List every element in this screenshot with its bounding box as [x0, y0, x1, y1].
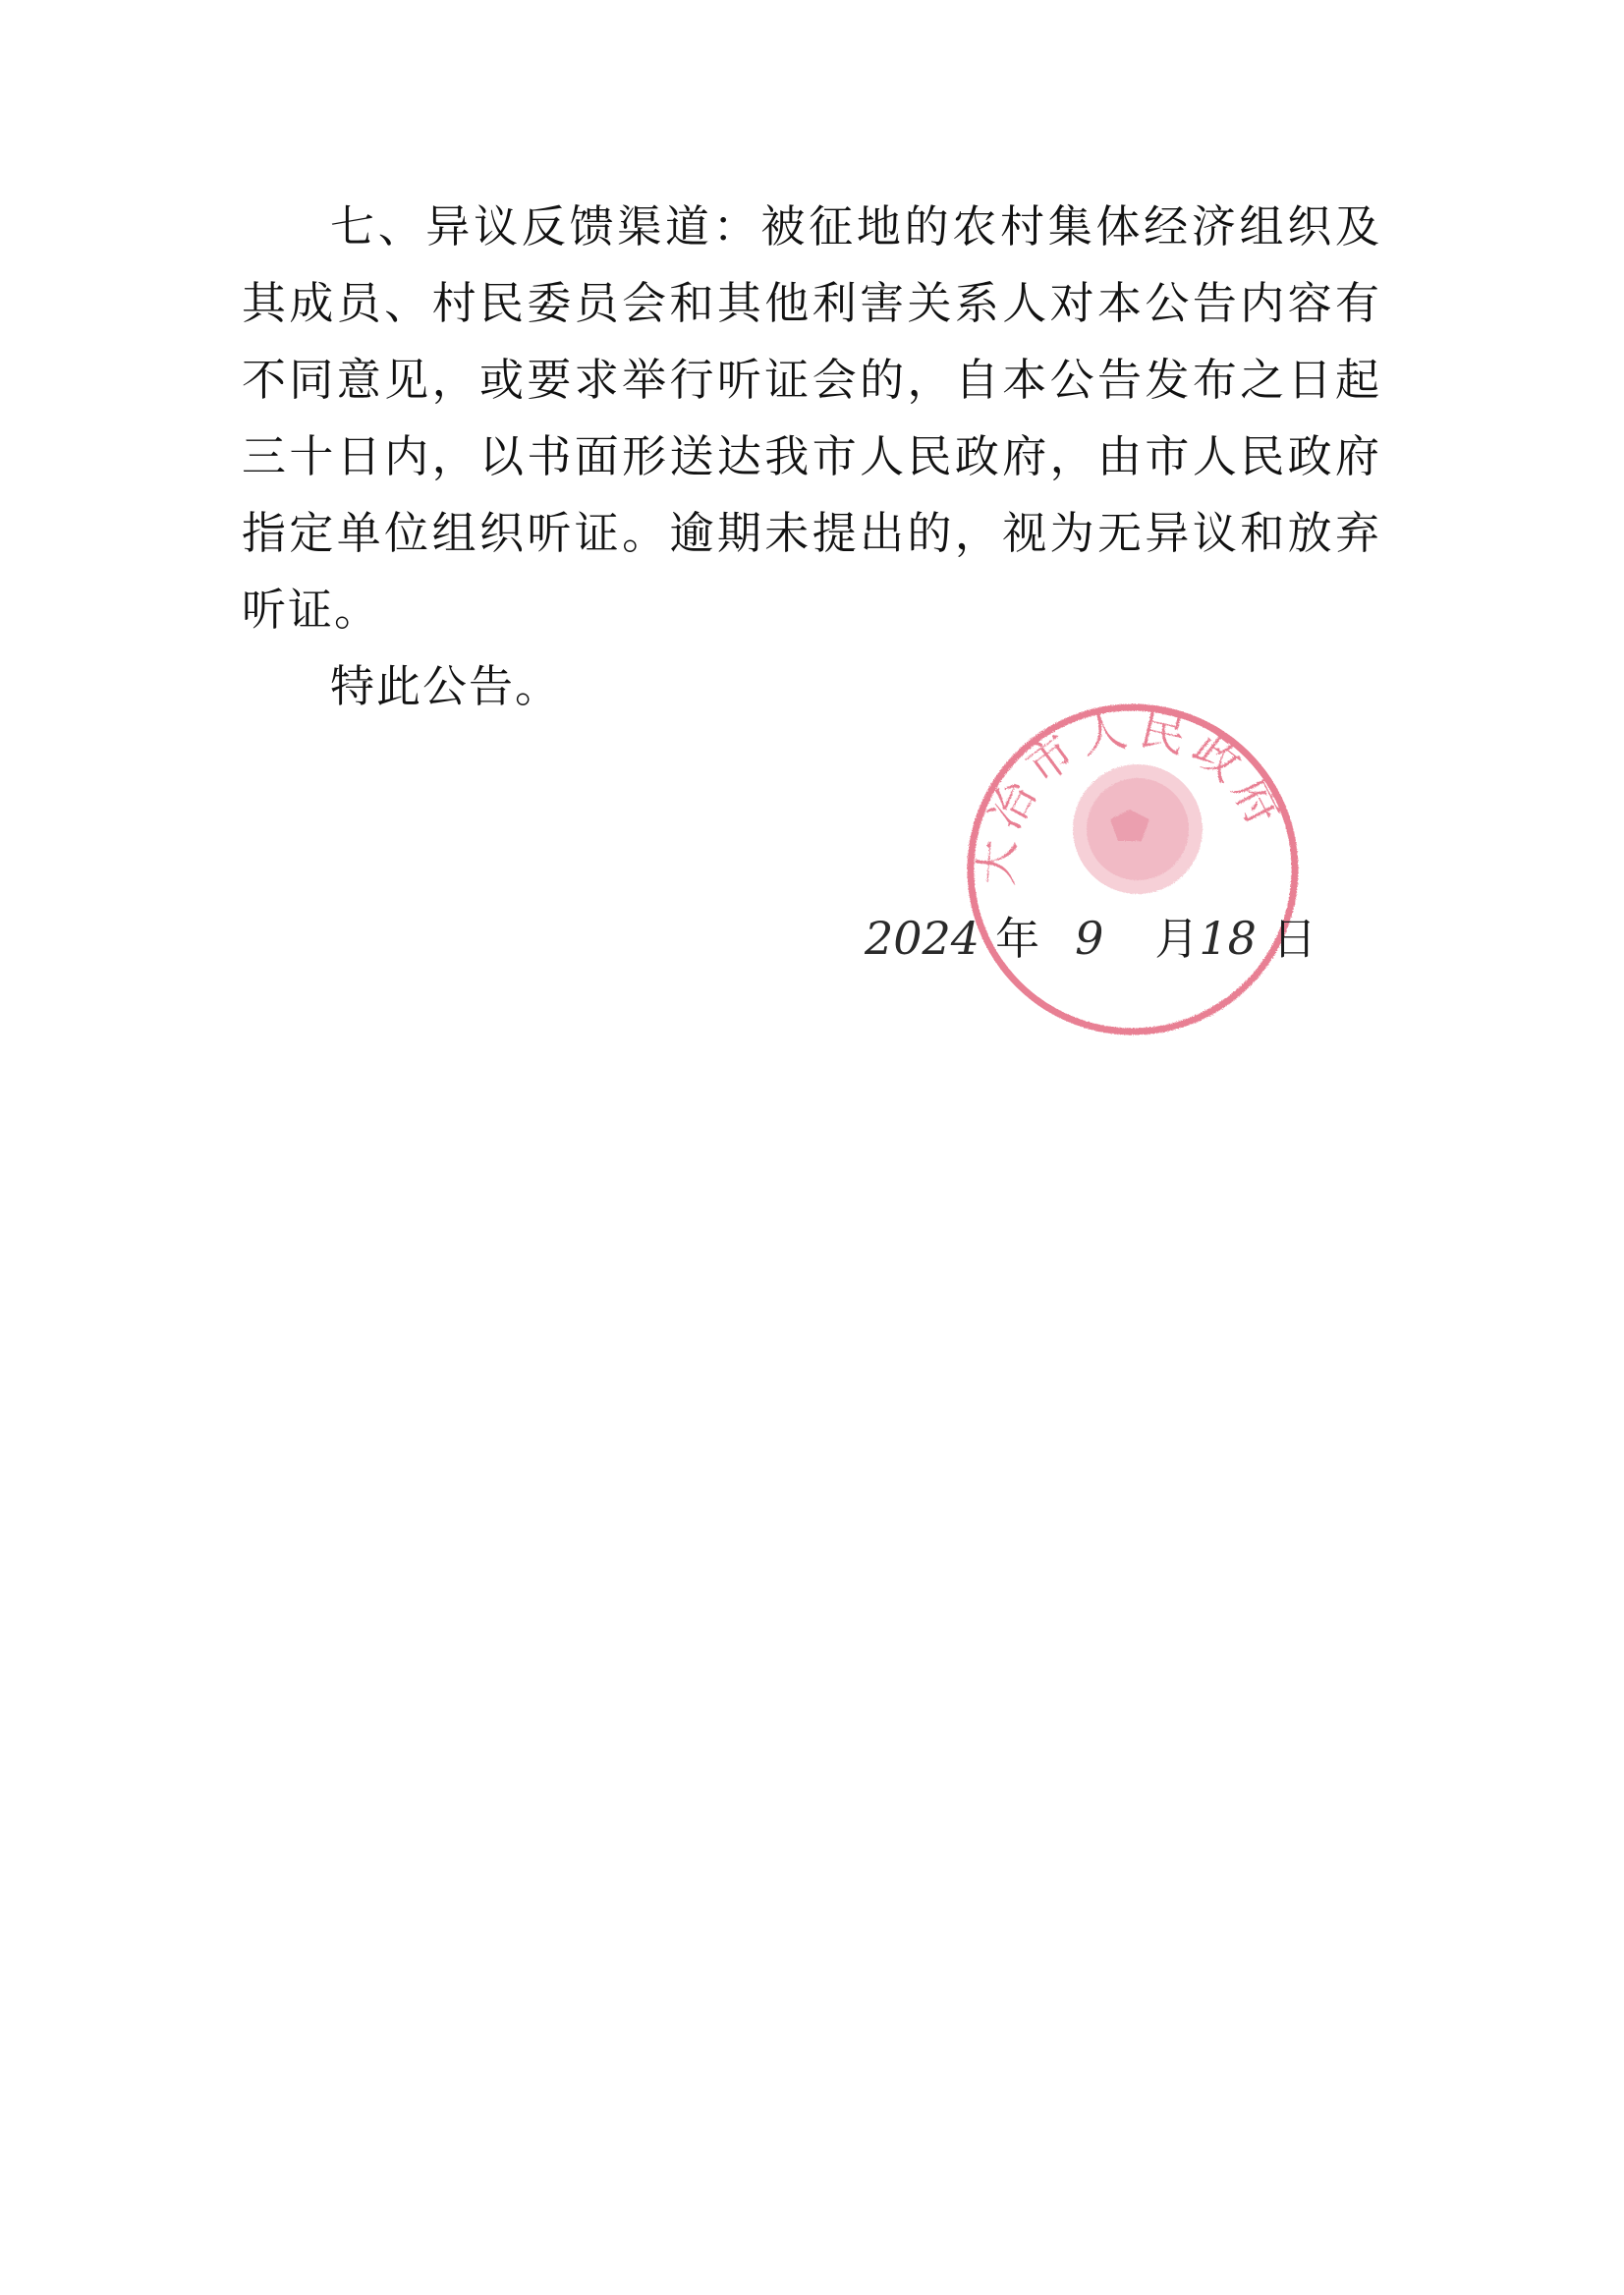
year-unit: 年: [995, 913, 1040, 965]
closing-statement: 特此公告。: [330, 660, 562, 712]
handwritten-day: 18: [1199, 912, 1257, 965]
official-seal-stamp: [963, 700, 1303, 1039]
handwritten-month: 9: [1075, 912, 1104, 965]
notice-body: [242, 189, 1381, 725]
seal-graphic: [969, 701, 1295, 1032]
handwritten-year: 2024: [865, 912, 980, 965]
day-unit: 日: [1271, 913, 1316, 965]
month-unit: 月: [1154, 913, 1200, 965]
objection-channel-paragraph: 七、异议反馈渠道：被征地的农村集体经济组织及其成员、村民委员会和其他利害关系人对本公告内容有不同意见，或要求举行听证会的，自本公告发布之日起三十日内，以书面形送达我市人民政府，由市人民政府指定单位组织听证。逾期未提出的，视为无异议和放弃听证。: [242, 200, 1381, 636]
seal-text: 大冶市人民政府: [969, 700, 1295, 887]
signature-date: [865, 904, 1316, 973]
